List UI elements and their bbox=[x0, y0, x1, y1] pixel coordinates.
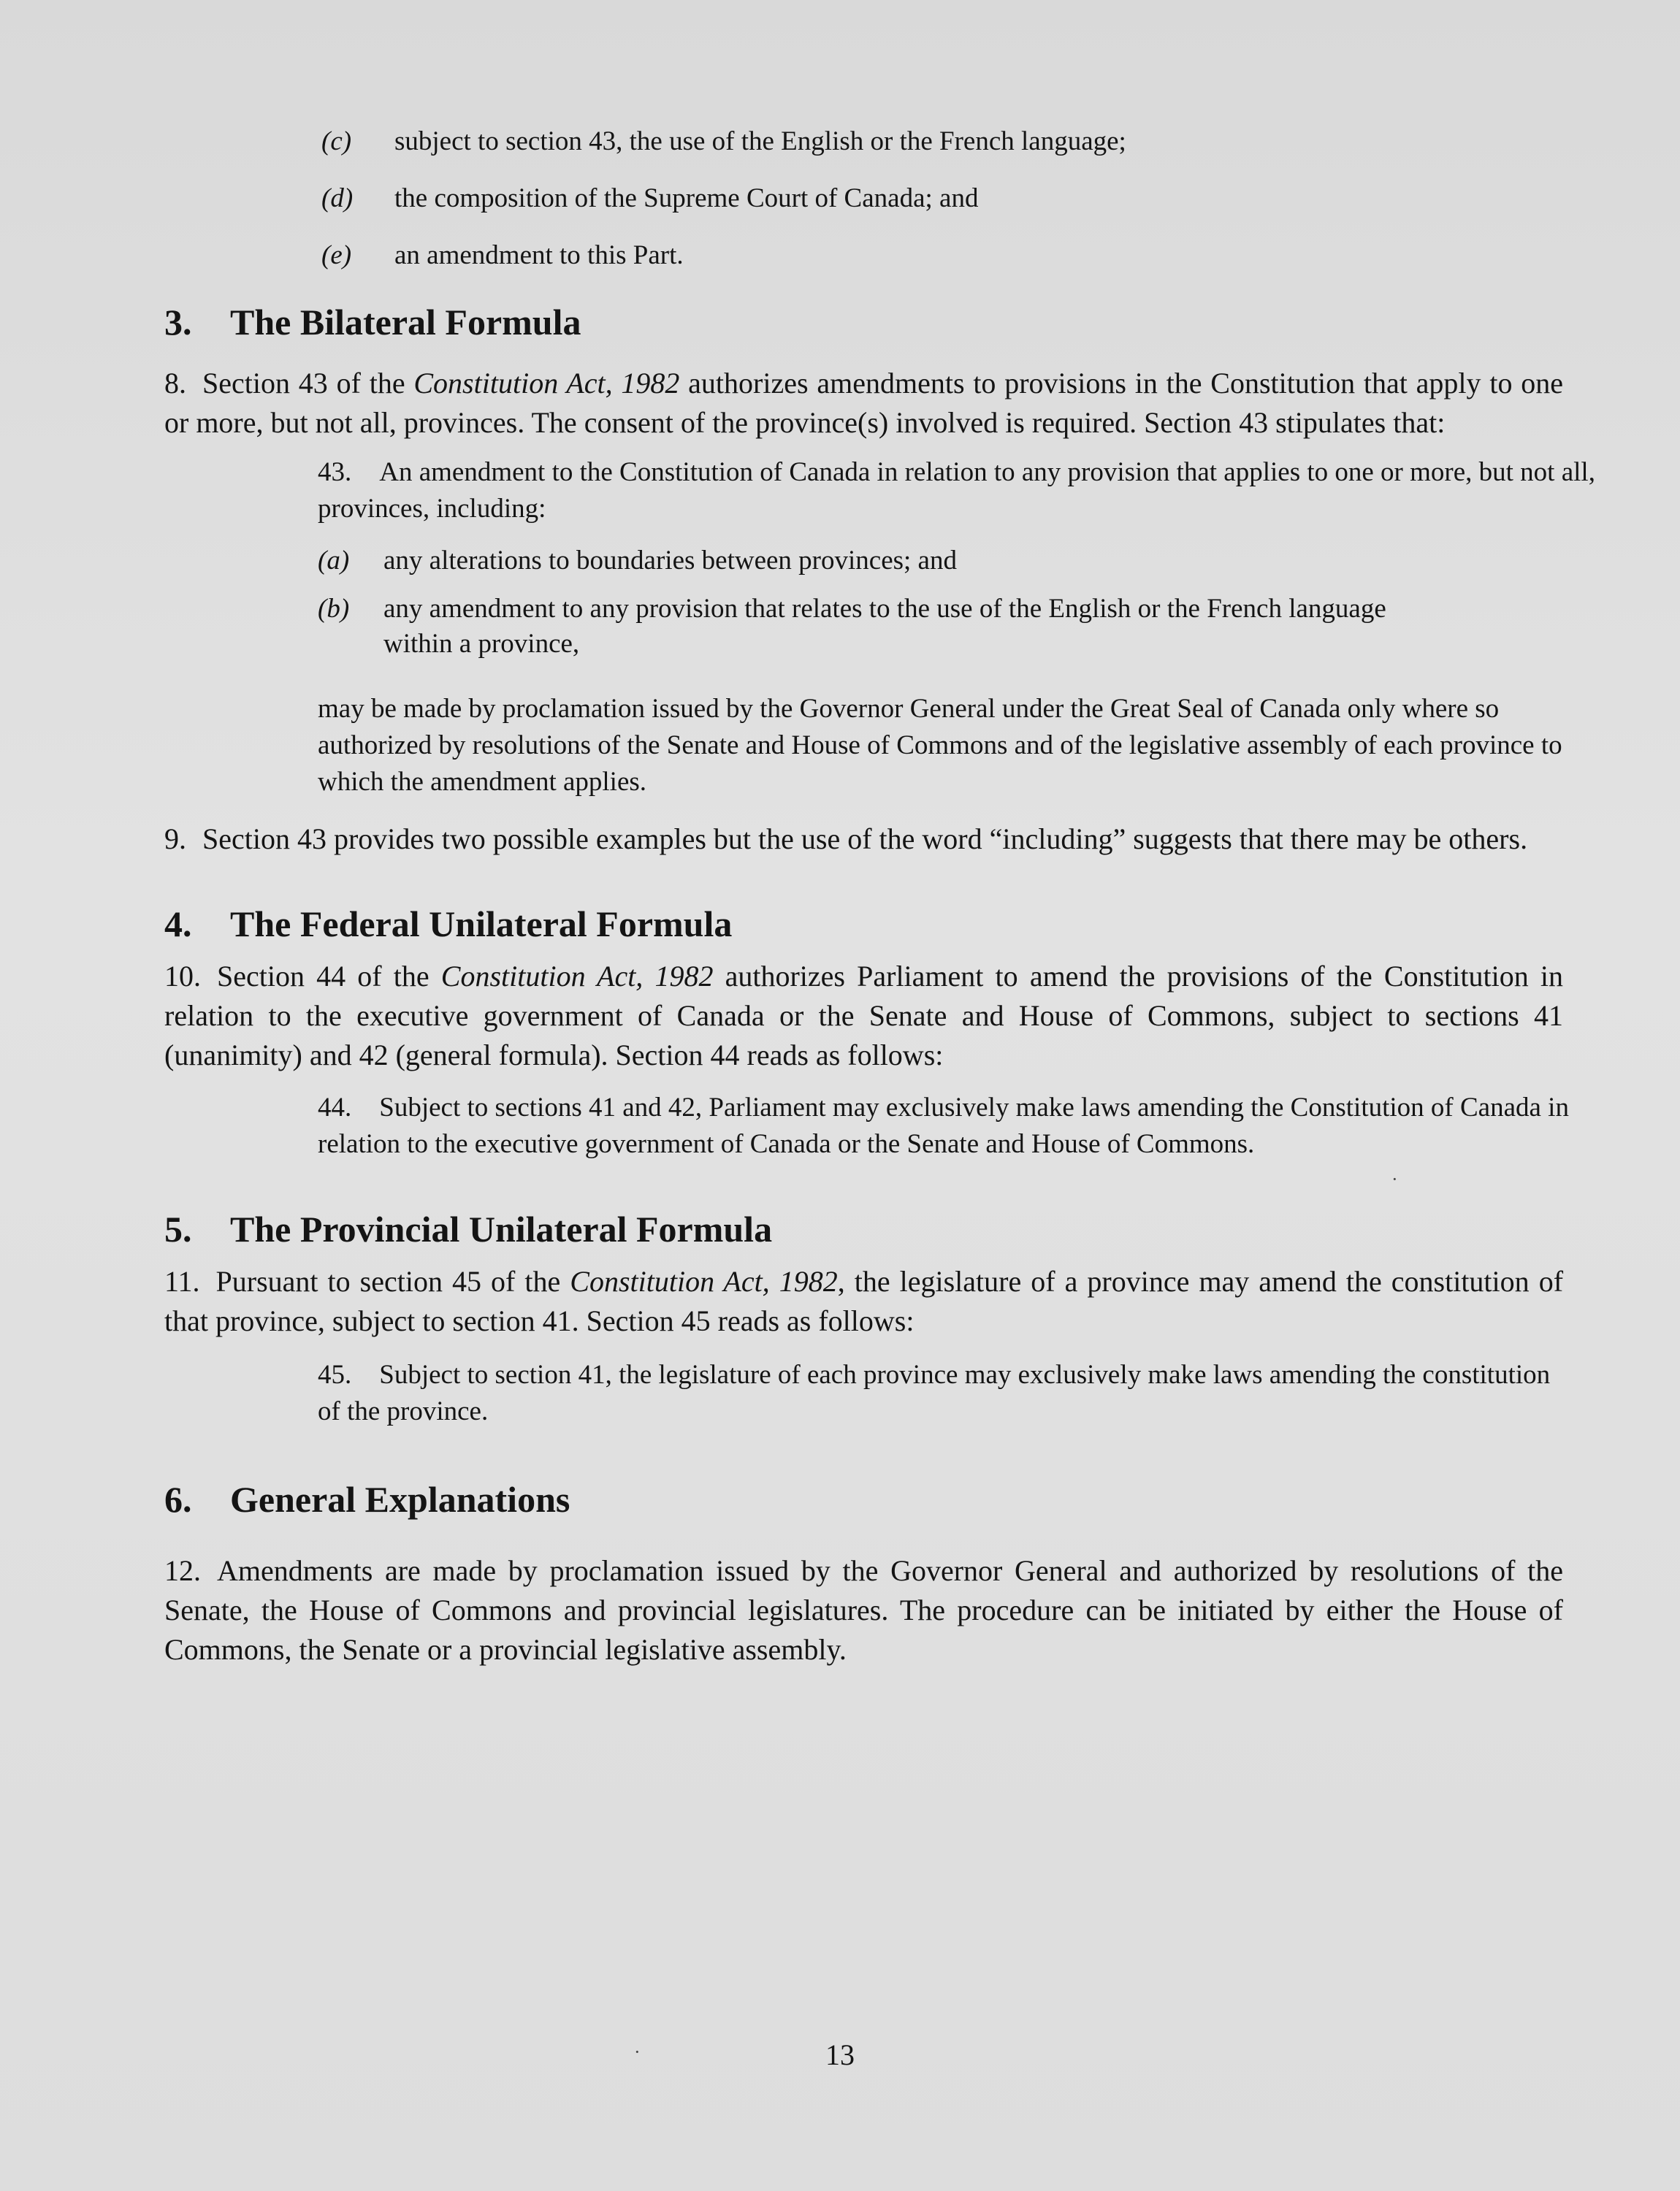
paragraph-text: Amendments are made by proclamation issued by the Governor General and authorized by resolutions of the Senate, the House of Commons and provincial legislatures. The procedure can be initiated by either the House of Commons, the Senate or a provincial legislative assembly. bbox=[164, 1554, 1563, 1666]
section-number: 5. bbox=[164, 1209, 192, 1250]
scan-speck: · bbox=[1391, 1169, 1398, 1190]
paragraph-text: Section 43 of the bbox=[202, 367, 414, 399]
paragraph-text: , the legislature of a province may amend the constitution of that province, subject to section 41. Section 45 reads as follows: bbox=[164, 1265, 1564, 1337]
section-title: The Provincial Unilateral Formula bbox=[230, 1209, 773, 1250]
section-number: 6. bbox=[164, 1479, 192, 1520]
item-label: (a) bbox=[318, 546, 350, 576]
paragraph-text: Section 43 provides two possible examples but the use of the word “including” suggests that there may be others. bbox=[202, 822, 1528, 855]
list-item bbox=[318, 543, 1563, 578]
paragraph-text: authorizes Parliament to amend the provisions of the Constitution in relation to the executive government of Canada or the Senate and House of Commons, subject to sections 41 (unanimity) and 42 (general formula). Section 44 reads as follows: bbox=[164, 960, 1563, 1071]
act-title: Constitution Act, 1982 bbox=[413, 367, 680, 399]
quote-text: Subject to sections 41 and 42, Parliament may exclusively make laws amending the Constitution of Canada in relation to the executive government of Canada or the Senate and House of Commons. bbox=[318, 1093, 1569, 1159]
page-number: 13 bbox=[825, 2038, 855, 2071]
list-item bbox=[321, 181, 1563, 216]
quoted-section-45 bbox=[318, 1357, 1574, 1430]
paragraph-text: authorizes amendments to provisions in the Constitution that apply to one or more, but not all, provinces. The consent of the province(s) involved is required. Section 43 stipulates that: bbox=[164, 367, 1564, 439]
quote-tail: may be made by proclamation issued by the Governor General under the Great Seal of Canada only where so authorized by resolutions of the Senate and House of Commons and of the legislative assembly of each province to which the amendment applies. bbox=[318, 694, 1562, 797]
paragraph-number: 11. bbox=[164, 1265, 200, 1298]
paragraph-10 bbox=[164, 957, 1563, 1075]
quote-number: 43. bbox=[318, 457, 352, 487]
section-heading bbox=[164, 903, 1563, 945]
paragraph-number: 9. bbox=[164, 822, 186, 855]
quote-number: 45. bbox=[318, 1360, 352, 1390]
paragraph-12 bbox=[164, 1551, 1563, 1670]
list-item bbox=[318, 592, 1563, 662]
item-label: (e) bbox=[321, 240, 352, 270]
list-item bbox=[321, 238, 1563, 273]
scan-speck: · bbox=[634, 2041, 641, 2062]
list-item bbox=[321, 124, 1563, 159]
quote-text: Subject to section 41, the legislature of each province may exclusively make laws amending the constitution of the province. bbox=[318, 1360, 1551, 1426]
quote-number: 44. bbox=[318, 1093, 352, 1123]
paragraph-text: Section 44 of the bbox=[217, 960, 441, 993]
item-label: (d) bbox=[321, 183, 354, 213]
section-heading bbox=[164, 1208, 1563, 1250]
section-title: The Bilateral Formula bbox=[230, 302, 581, 343]
quote-text: An amendment to the Constitution of Canada in relation to any provision that applies to one or more, but not all, provinces, including: bbox=[318, 457, 1595, 524]
section-heading bbox=[164, 1478, 1563, 1521]
section-number: 4. bbox=[164, 903, 192, 944]
paragraph-8 bbox=[164, 364, 1563, 443]
paragraph-11 bbox=[164, 1262, 1563, 1341]
paragraph-number: 12. bbox=[164, 1554, 201, 1587]
paragraph-text: Pursuant to section 45 of the bbox=[215, 1265, 570, 1298]
item-text: subject to section 43, the use of the English or the French language; bbox=[394, 126, 1126, 156]
section-number: 3. bbox=[164, 302, 192, 343]
item-label: (c) bbox=[321, 126, 352, 156]
paragraph-number: 10. bbox=[164, 960, 201, 993]
item-text: any amendment to any provision that relates to the use of the English or the French language within a province, bbox=[383, 594, 1386, 659]
section-title: General Explanations bbox=[230, 1479, 570, 1520]
paragraph-9 bbox=[164, 819, 1563, 859]
section-heading bbox=[164, 301, 1563, 343]
page-content bbox=[164, 124, 1595, 1670]
item-label: (b) bbox=[318, 594, 350, 624]
quoted-section-44 bbox=[318, 1090, 1574, 1163]
item-text: the composition of the Supreme Court of Canada; and bbox=[394, 183, 979, 213]
quoted-section-43 bbox=[318, 454, 1596, 527]
item-text: any alterations to boundaries between provinces; and bbox=[383, 546, 957, 576]
item-text: an amendment to this Part. bbox=[394, 240, 684, 270]
paragraph-number: 8. bbox=[164, 367, 186, 399]
section-title: The Federal Unilateral Formula bbox=[230, 903, 733, 944]
act-title: Constitution Act, 1982 bbox=[570, 1265, 838, 1298]
act-title: Constitution Act, 1982 bbox=[440, 960, 714, 993]
